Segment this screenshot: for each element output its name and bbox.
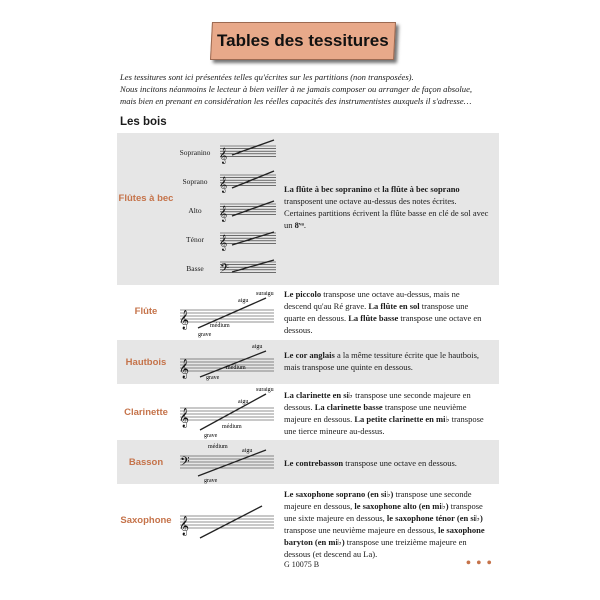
instrument-label-flute: Flûte: [134, 306, 158, 317]
continuation-dots: • • •: [466, 556, 493, 571]
desc-part: transpose une tierce mineure au-dessus.: [284, 414, 484, 436]
instrument-label-recorders: Flûtes à bec: [118, 193, 174, 204]
desc-part: Le saxophone soprano (en si♭): [284, 489, 394, 499]
intro-line: Les tessitures sont ici présentées telles qu'écrites sur les partitions (non transposées).: [120, 72, 414, 82]
section-title: Les bois: [120, 116, 167, 128]
desc-part: transpose une treizième majeure en dessous (et descend au La).: [284, 537, 467, 559]
bassoon-description: [284, 457, 489, 469]
flute-mark: médium: [210, 323, 230, 329]
recorder-soprano-label: Soprano: [182, 177, 208, 186]
intro-line: Nous incitons néanmoins le lecteur à bien veiller à ne jamais composer ou arranger de façon absolue,: [120, 84, 473, 94]
flute-mark: grave: [198, 332, 212, 338]
flute-mark: aigu: [238, 298, 249, 304]
clarinet-mark: aigu: [238, 399, 249, 405]
instrument-label-oboe: Hautbois: [125, 357, 167, 368]
svg-text:𝄞: 𝄞: [219, 177, 228, 193]
desc-part: transposent une octave au-dessus des notes écrites. Certaines partitions écrivent la flûte basse en clé de sol avec un: [284, 196, 489, 230]
desc-part: transpose une neuvième majeure en dessous.: [284, 402, 467, 424]
oboe-staff-svg: [178, 341, 278, 383]
saxophone-description: [284, 488, 489, 560]
clarinet-mark: grave: [204, 433, 218, 439]
flute-staff: [178, 290, 278, 338]
desc-part: et: [371, 184, 383, 194]
desc-part: Le piccolo: [284, 289, 322, 299]
svg-text:𝄞: 𝄞: [219, 206, 228, 222]
title-banner: [210, 22, 396, 60]
clarinet-description: [284, 389, 489, 437]
desc-part: transpose une octave au-dessus, mais ne descend qu'au Ré grave.: [284, 289, 460, 311]
svg-text:𝄞: 𝄞: [179, 408, 190, 428]
desc-part: La petite clarinette en mi♭: [354, 414, 450, 424]
desc-part: La flûte à bec sopranino: [284, 184, 372, 194]
saxophone-staff: [178, 496, 278, 546]
desc-part: .: [303, 220, 307, 230]
svg-text:𝄢: 𝄢: [220, 262, 230, 278]
bassoon-staff: [178, 440, 278, 484]
oboe-mark: aigu: [252, 344, 263, 350]
desc-part: La flûte basse: [348, 313, 399, 323]
desc-part: Le cor anglais: [284, 350, 335, 360]
recorder-alto-label: Alto: [188, 206, 202, 215]
desc-part: le saxophone ténor (en si♭): [386, 513, 483, 523]
clarinet-mark: suraigu: [256, 387, 274, 393]
flute-description: [284, 288, 489, 336]
recorder-bass-label: Basse: [186, 264, 204, 273]
oboe-mark: médium: [226, 365, 246, 371]
svg-text:𝄞: 𝄞: [179, 310, 190, 330]
instrument-label-clarinet: Clarinette: [124, 407, 168, 418]
bassoon-staff-svg: [178, 440, 278, 484]
recorder-staves: [218, 138, 282, 283]
recorder-sopranino-label: Sopranino: [179, 148, 211, 157]
desc-part: transpose une quarte en dessous.: [284, 301, 469, 323]
svg-text:𝄢: 𝄢: [180, 454, 190, 472]
bassoon-mark: grave: [204, 478, 218, 484]
bassoon-mark: aigu: [242, 448, 253, 454]
desc-part: le saxophone alto (en mi♭): [354, 501, 449, 511]
desc-part: Le contrebasson: [284, 458, 344, 468]
recorder-tenor-label: Ténor: [186, 235, 204, 244]
oboe-staff: [178, 341, 278, 383]
instrument-label-bassoon: Basson: [128, 457, 164, 468]
svg-text:𝄞: 𝄞: [179, 359, 190, 379]
catalog-reference: G 10075 B: [284, 560, 320, 569]
desc-part: La flûte en sol: [368, 301, 420, 311]
desc-part: La clarinette basse: [314, 402, 383, 412]
clarinet-staff: [178, 386, 278, 438]
page-title: Tables des tessitures: [217, 31, 389, 50]
desc-part: transpose une octave en dessous.: [343, 458, 457, 468]
flute-staff-svg: [178, 290, 278, 338]
desc-part: le saxophone baryton (en mi♭): [284, 525, 485, 547]
svg-text:𝄞: 𝄞: [219, 235, 228, 251]
recorders-description: [284, 183, 489, 231]
bassoon-mark: médium: [208, 444, 228, 450]
recorder-staves-svg: [218, 138, 282, 283]
oboe-description: [284, 349, 489, 373]
desc-part: La clarinette en si♭: [284, 390, 353, 400]
instrument-label-saxophone: Saxophone: [120, 515, 172, 526]
clarinet-mark: médium: [222, 424, 242, 430]
desc-part: transpose une octave en dessous.: [284, 313, 482, 335]
desc-part: transpose une neuvième majeure en dessous,: [284, 525, 439, 535]
clarinet-staff-svg: [178, 386, 278, 438]
svg-text:𝄞: 𝄞: [179, 516, 190, 536]
svg-text:𝄞: 𝄞: [219, 148, 228, 164]
flute-mark: suraigu: [256, 291, 274, 297]
saxophone-staff-svg: [178, 496, 278, 546]
desc-part: 8ᵛᵃ: [294, 220, 304, 230]
desc-part: a la même tessiture écrite que le hautbois, mais transpose une quinte en dessous.: [284, 350, 480, 372]
oboe-mark: grave: [206, 375, 220, 381]
desc-part: transpose une seconde majeure en dessous,: [284, 489, 472, 511]
desc-part: transpose une seconde majeure en dessous.: [284, 390, 471, 412]
desc-part: transpose une sixte majeure en dessous,: [284, 501, 483, 523]
desc-part: la flûte à bec soprano: [382, 184, 460, 194]
intro-line: mais bien en prenant en considération les réelles capacités des instrumentistes auxquels il s'adresse…: [120, 96, 472, 106]
intro-paragraph: [120, 71, 505, 107]
